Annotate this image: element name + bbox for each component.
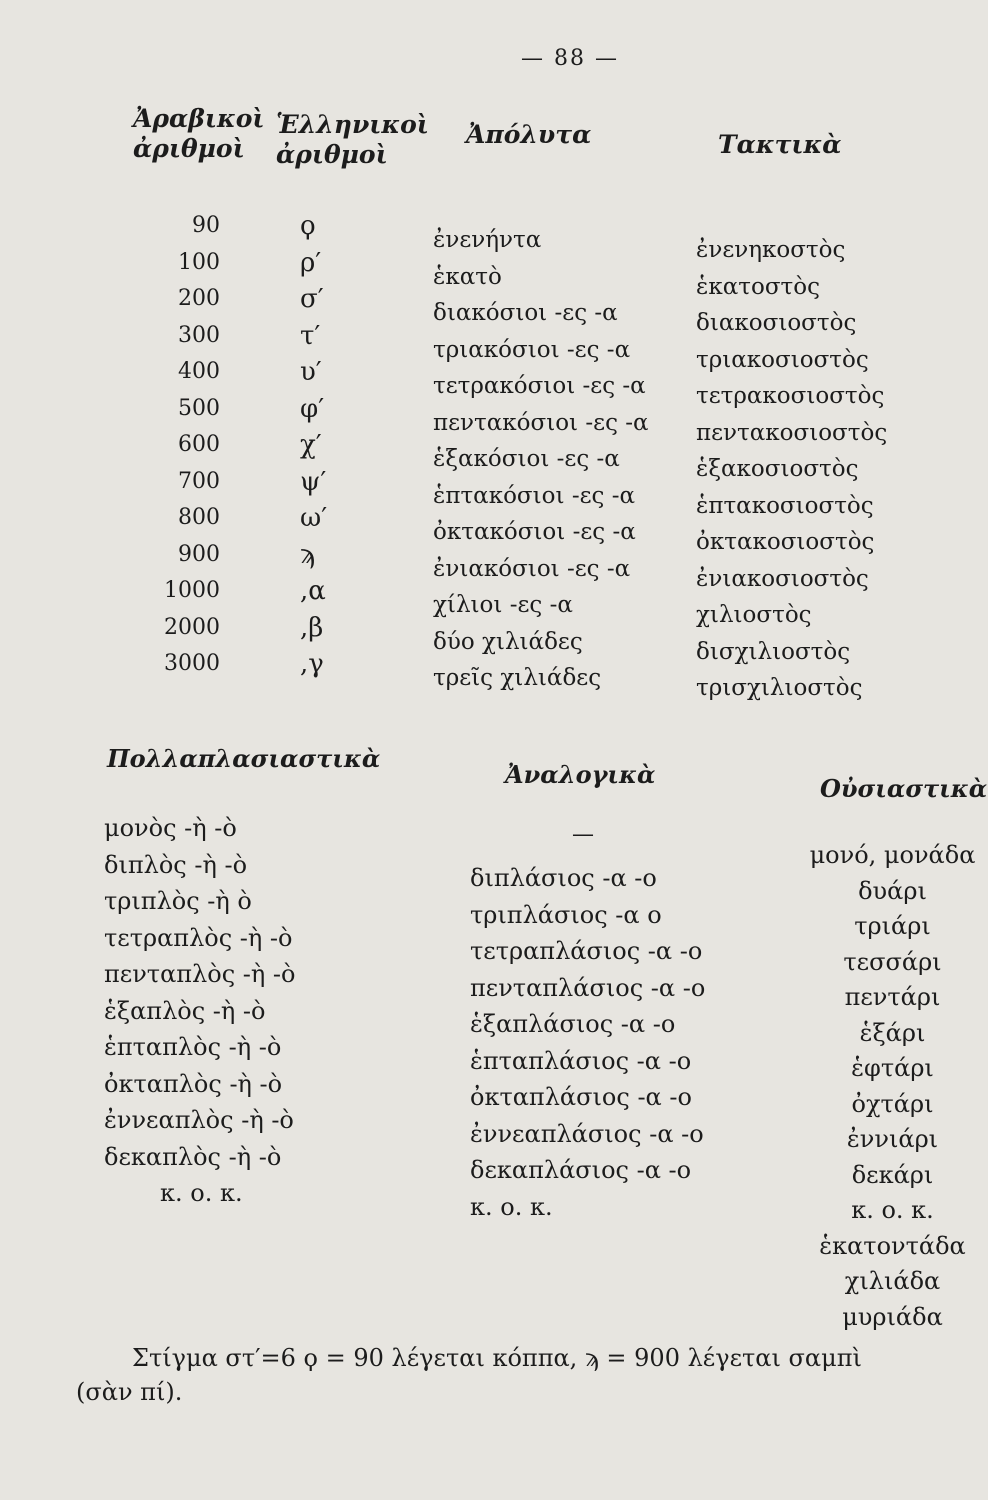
proportional-item: δεκαπλάσιος -α -ο	[470, 1156, 692, 1184]
greek-numeral: ϙ	[300, 211, 316, 241]
header-greek-line2: ἀριθμοὶ	[276, 140, 388, 169]
absolute-numeral: ἑξακόσιοι -ες -α	[433, 446, 620, 472]
arabic-numeral: 400	[178, 359, 220, 384]
header-arabic-line1: Ἀραβικοὶ	[133, 104, 265, 133]
substantive-item: τριάρι	[854, 912, 931, 940]
proportional-dash: —	[572, 822, 594, 847]
multiplicative-item: ἑπταπλὸς -ὴ -ὸ	[104, 1033, 282, 1061]
greek-numeral: σ′	[300, 284, 324, 314]
substantive-item: δυάρι	[858, 876, 927, 905]
header-arabic	[133, 104, 264, 164]
proportional-item: διπλάσιος -α -ο	[470, 864, 657, 892]
multiplicative-item: πενταπλὸς -ὴ -ὸ	[104, 960, 296, 988]
greek-numeral: ,α	[300, 576, 326, 606]
header-proportional: Ἀναλογικὰ	[505, 760, 656, 789]
multiplicative-item: κ. ο. κ.	[160, 1179, 243, 1207]
absolute-numeral: ἐνιακόσιοι -ες -α	[433, 555, 631, 582]
ordinal-numeral: τρισχιλιοστὸς	[696, 675, 863, 701]
header-substantive: Οὐσιαστικὰ	[820, 774, 988, 803]
ordinal-numeral: ἐνενηκοστὸς	[696, 237, 846, 263]
proportional-item: ἐννεαπλάσιος -α -ο	[470, 1119, 704, 1148]
proportional-item: πενταπλάσιος -α -ο	[470, 973, 706, 1002]
multiplicative-item: ἑξαπλὸς -ὴ -ὸ	[104, 996, 266, 1025]
header-multiplicative: Πολλαπλασιαστικὰ	[107, 744, 381, 773]
greek-numeral: ψ′	[300, 466, 327, 497]
ordinal-numeral: χιλιοστὸς	[696, 602, 812, 628]
ordinal-numeral: τετρακοσιοστὸς	[696, 383, 885, 409]
multiplicative-item: δεκαπλὸς -ὴ -ὸ	[104, 1142, 282, 1171]
ordinal-numeral: ἑπτακοσιοστὸς	[696, 492, 874, 519]
proportional-list	[470, 860, 770, 1225]
absolute-numeral: χίλιοι -ες -α	[433, 592, 573, 618]
ordinal-numeral: ἐνιακοσιοστὸς	[696, 565, 869, 592]
substantive-list	[800, 838, 985, 1335]
absolute-numeral: ἑκατὸ	[433, 263, 502, 290]
multiplicative-item: διπλὸς -ὴ -ὸ	[104, 850, 248, 879]
absolute-numeral: δύο χιλιάδες	[433, 628, 583, 655]
header-greek-line1: Ἑλληνικοὶ	[276, 110, 429, 139]
header-arabic-line2: ἀριθμοὶ	[133, 134, 245, 163]
substantive-item: μυριάδα	[842, 1302, 943, 1331]
substantive-item: ἑξάρι	[859, 1018, 926, 1047]
ordinal-numeral: δισχιλιοστὸς	[696, 638, 851, 665]
multiplicative-item: μονὸς -ὴ -ὸ	[104, 814, 237, 842]
page-number: — 88 —	[521, 46, 619, 71]
ordinal-numeral: ἑκατοστὸς	[696, 273, 820, 300]
arabic-numeral: 700	[178, 468, 220, 494]
arabic-numeral: 90	[192, 213, 220, 238]
arabic-numeral: 300	[178, 322, 220, 348]
greek-numeral: φ′	[300, 393, 325, 424]
proportional-item: ἑπταπλάσιος -α -ο	[470, 1046, 692, 1075]
ordinal-numeral: ἑξακοσιοστὸς	[696, 456, 859, 482]
greek-numeral: ω′	[300, 503, 328, 533]
absolute-numeral: τετρακόσιοι -ες -α	[433, 373, 646, 399]
arabic-numeral: 3000	[164, 651, 220, 676]
footnote-line1: Στίγμα στ′=6 ϙ = 90 λέγεται κόππα, ϡ = 900 λέγεται σαμπὶ	[132, 1344, 862, 1372]
absolute-numeral: πεντακόσιοι -ες -α	[433, 409, 649, 436]
substantive-item: δεκάρι	[851, 1160, 934, 1189]
arabic-numerals-list	[130, 208, 220, 683]
multiplicative-list	[104, 810, 384, 1212]
header-absolute: Ἀπόλυτα	[466, 120, 592, 149]
absolute-numeral: ἑπτακόσιοι -ες -α	[433, 482, 636, 509]
substantive-item: τεσσάρι	[843, 947, 942, 976]
substantive-item: κ. ο. κ.	[851, 1196, 934, 1224]
multiplicative-item: τετραπλὸς -ὴ -ὸ	[104, 923, 293, 952]
proportional-item: κ. ο. κ.	[470, 1192, 553, 1221]
arabic-numeral: 600	[178, 432, 220, 457]
arabic-numeral: 800	[178, 505, 220, 530]
proportional-item: τετραπλάσιος -α -ο	[470, 937, 703, 965]
absolute-numeral: διακόσιοι -ες -α	[433, 300, 618, 326]
multiplicative-item: ὀκταπλὸς -ὴ -ὸ	[104, 1069, 283, 1098]
absolute-numeral: τρεῖς χιλιάδες	[433, 665, 602, 691]
greek-numeral: υ′	[300, 357, 322, 387]
absolute-numerals-list	[433, 222, 683, 697]
greek-numeral: ρ′	[300, 247, 322, 278]
header-ordinal: Τακτικὰ	[718, 130, 842, 159]
substantive-item: ἑκατοντάδα	[819, 1231, 966, 1260]
substantive-item: πεντάρι	[844, 983, 941, 1011]
substantive-item: ἐννιάρι	[846, 1125, 939, 1153]
multiplicative-item: ἐννεαπλὸς -ὴ -ὸ	[104, 1106, 294, 1134]
header-greek	[276, 110, 429, 170]
substantive-item: ὀχτάρι	[851, 1089, 934, 1118]
substantive-item: χιλιάδα	[844, 1267, 941, 1295]
arabic-numeral: 200	[178, 286, 220, 311]
greek-numeral: ϡ	[300, 539, 315, 570]
multiplicative-item: τριπλὸς -ὴ ὸ	[104, 887, 252, 915]
ordinal-numeral: πεντακοσιοστὸς	[696, 419, 888, 446]
ordinal-numeral: ὀκτακοσιοστὸς	[696, 529, 875, 555]
absolute-numeral: ὀκτακόσιοι -ες -α	[433, 519, 636, 545]
proportional-item: ἑξαπλάσιος -α -ο	[470, 1010, 676, 1038]
proportional-item: ὀκταπλάσιος -α -ο	[470, 1083, 692, 1111]
absolute-numeral: τριακόσιοι -ες -α	[433, 336, 631, 363]
ordinal-numeral: διακοσιοστὸς	[696, 310, 857, 336]
proportional-item: τριπλάσιος -α ο	[470, 900, 662, 929]
substantive-item: ἑφτάρι	[851, 1054, 934, 1082]
arabic-numeral: 500	[178, 395, 220, 421]
arabic-numeral: 100	[178, 249, 220, 275]
ordinal-numerals-list	[696, 232, 966, 707]
substantive-item: μονό, μονάδα	[809, 841, 976, 869]
greek-numerals-list	[300, 208, 360, 683]
footnote-line2: (σὰν πί).	[76, 1378, 183, 1406]
arabic-numeral: 1000	[164, 578, 220, 603]
absolute-numeral: ἐνενήντα	[433, 227, 542, 253]
arabic-numeral: 900	[178, 541, 220, 567]
greek-numeral: ,β	[300, 612, 324, 643]
greek-numeral: τ′	[300, 320, 321, 351]
greek-numeral: ,γ	[300, 649, 324, 679]
ordinal-numeral: τριακοσιοστὸς	[696, 346, 869, 373]
arabic-numeral: 2000	[164, 614, 220, 640]
greek-numeral: χ′	[300, 430, 322, 460]
